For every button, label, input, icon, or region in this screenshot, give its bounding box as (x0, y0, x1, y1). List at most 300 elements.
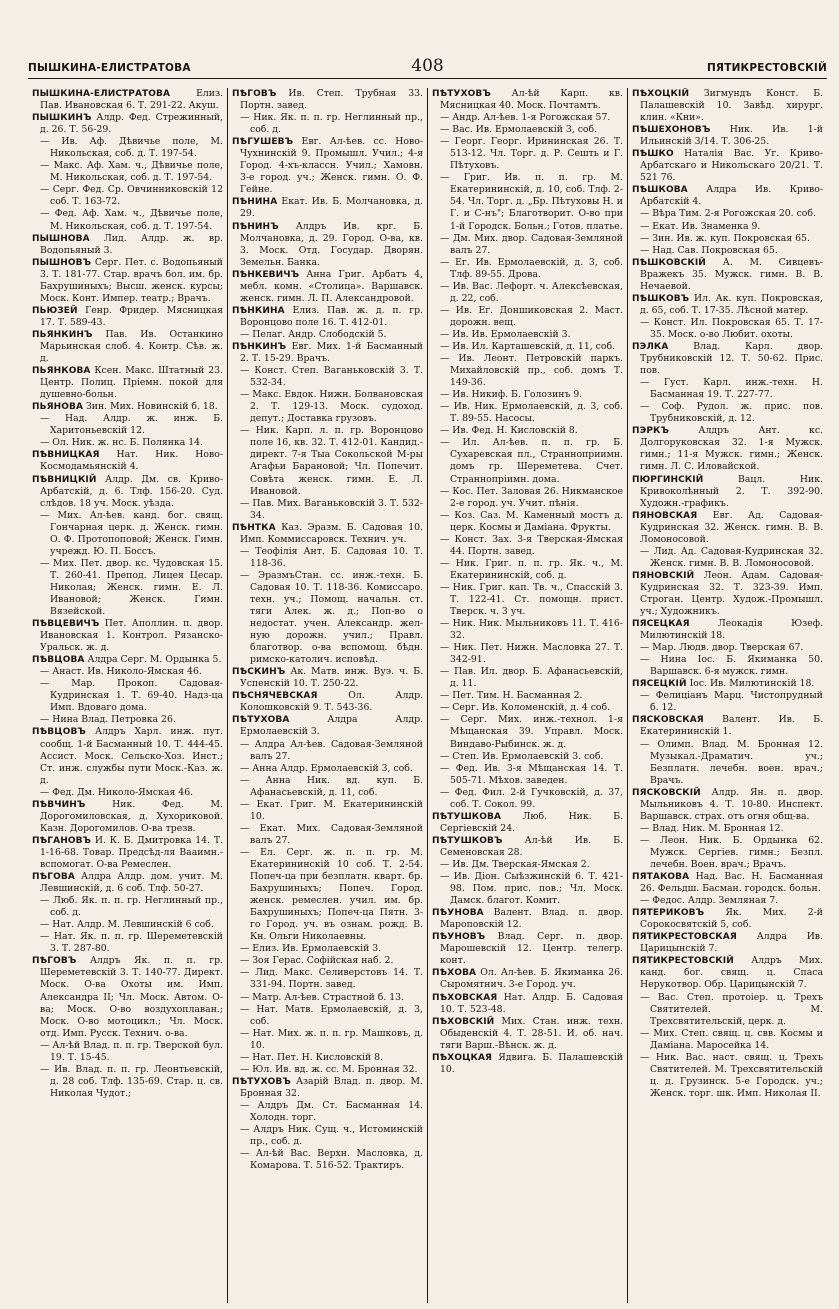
entry-details: Ник. Григ. п. п. гр. Як. ч., М. Екатерининскій, соб. д. (450, 557, 623, 581)
directory-entry (632, 678, 823, 690)
entry-details: Конст. Ил. Покровская 65. Т. 17-35. Моск. о-во Любит. охоты. (650, 316, 823, 340)
entry-details: Пет. Тим. Н. Басманная 2. (452, 690, 583, 702)
entry-details: Влад. Серг. п. двор. Марошевскій 12. Центр. телегр. конт. (440, 931, 623, 967)
directory-entry (232, 775, 423, 799)
directory-entry (232, 221, 423, 269)
directory-entry (632, 835, 823, 871)
entry-details: Нина Іос. Б. Якиманка 50. Варшавск. 6-я мужск. гимн. (650, 654, 823, 678)
entry-details: И. К. Б. Дмитровка 14. Т. 1-16-68. Товар. Предсѣд-ля Вааимн.-вспомогат. О-ва Ремеслен. (40, 834, 223, 870)
entry-details: Теофілія Ант. Б. Садовая 10. Т. 118-36. (250, 545, 423, 569)
directory-entry (632, 148, 823, 184)
directory-entry (32, 257, 223, 305)
entry-details: Лид. Алдр. ж. вр. Водопьяный 3. (40, 232, 223, 256)
directory-entry (432, 582, 623, 618)
entry-details: Алдра Ив. Криво-Арбатскій 4. (640, 184, 823, 208)
directory-entry (432, 751, 623, 763)
entry-details: Лид. Макс. Селиверстовъ 14. Т. 331-94. Портн. завед. (250, 967, 423, 991)
entry-surname: ПЬЯНОВА (32, 402, 84, 413)
entry-details: Люб. Ник. Б. Сергіевскій 24. (440, 810, 623, 834)
entry-surname: ПѢНИНА (232, 197, 278, 208)
directory-entry (32, 329, 223, 365)
entry-details: Макс. Евдок. Нижн. Болвановская 2. Т. 129-13. Моск. судоход. депут.; Доставка грузовъ. (250, 389, 423, 425)
entry-details: Евг. Ад. Садовая-Кудринская 32. Женск. гимн. В. В. Ломоносовой. (640, 509, 823, 545)
entry-details: Алдръ Дм. Ст. Басманная 14. Холодн. торг. (250, 1099, 423, 1123)
entry-details: Ник. Карп. л. п. гр. Воронцово поле 16, кв. 32. Т. 412-01. Кандид.-директ. 7-я Тыа Сокольской М-ры Агафьи Барановой; Чл. Попечит. Совѣта женск. гимн. Е. Л. Ивановой. (250, 425, 423, 497)
entry-surname: ПЯСКОВСКІЙ (632, 787, 701, 798)
entry-details: Елиз. Пав. Ивановская 6. Т. 291-22. Акуш. (40, 88, 223, 112)
directory-entry (32, 208, 223, 232)
entry-details: Генр. Фридер. Мясницкая 17. Т. 589-43. (40, 304, 223, 328)
entry-details: Вацл. Ник. Кривоколѣнный 2. Т. 392-90. Художн.-графикъ. (640, 473, 823, 509)
directory-entry (432, 510, 623, 534)
entry-details: Дм. Мих. двор. Садовая-Земляной валъ 27. (450, 232, 623, 256)
directory-entry (232, 341, 423, 365)
directory-entry (432, 486, 623, 510)
entry-details: Над. Вас. Н. Басманная 26. Фельдш. Басман. городск. больн. (640, 871, 823, 895)
columns (28, 88, 827, 1303)
directory-entry (32, 449, 223, 473)
directory-entry (432, 835, 623, 859)
entry-details: Алдр. Фед. Стрежинный, д. 26. Т. 56-29. (40, 112, 223, 136)
entry-details: Нат. Ник. Ново-Космодамьянскій 4. (40, 449, 223, 473)
entry-details: Алдра Алдр. дом. учит. М. Левшинскій, д. 6 соб. Тлф. 50-27. (40, 871, 223, 895)
directory-entry (432, 353, 623, 389)
entry-details: Макс. Аф. Хам. ч., Дѣвичье поле, М. Никольская, соб. д. Т. 197-54. (50, 160, 223, 184)
entry-details: Анна Ник. вд. куп. Б. Афанасьевскій, д. 11, соб. (250, 774, 423, 798)
entry-surname: ПѢВНИЦКАЯ (32, 450, 100, 461)
entry-details: Матр. Ал-ѣев. Страстной б. 13. (252, 991, 405, 1003)
directory-entry (432, 967, 623, 991)
entry-details: Фед. Фил. 2-й Гучковскій, д. 37, соб. Т. Сокол. 99. (450, 786, 623, 810)
entry-details: Каз. Эразм. Б. Садовая 10. Имп. Коммиссаровск. Технич. уч. (240, 521, 423, 545)
entry-surname: ПѢХОЦКІЙ (632, 89, 690, 99)
entry-details: Ив. Ег. Доншиковская 2. Маст. дорожн. вещ. (450, 304, 623, 328)
entry-details: Екат. Мих. Садовая-Земляной валъ 27. (250, 822, 423, 846)
directory-entry (232, 690, 423, 714)
directory-entry (632, 690, 823, 714)
directory-entry (432, 618, 623, 642)
entry-surname: ПѢХОВСКІЙ (432, 1016, 495, 1027)
entry-surname: ПѢНКИНА (232, 305, 285, 316)
entry-details: Федос. Алдр. Земляная 7. (652, 895, 779, 907)
entry-surname: ПѢГАНОВЪ (32, 835, 92, 846)
directory-entry (32, 654, 223, 666)
entry-details: Мих. Пет. двор. кс. Чудовская 15. Т. 260-41. Препод. Лицея Цесар. Николая; Женск. гимн. Е. Л. Ивановой; Женск. Гимн. Вязейской. (50, 557, 223, 618)
entry-surname: ПЯТАКОВА (632, 872, 690, 883)
entry-surname: ПѢНКИНЪ (232, 341, 287, 352)
entry-surname: ПѢХОВСКАЯ (432, 992, 498, 1003)
directory-entry (232, 136, 423, 196)
entry-details: Леон. Ник. Б. Ордынка 62. Мужск. Сергіев. гимн.; Безпл. лечебн. Воен. врач.; Врачъ. (650, 834, 823, 870)
entry-details: Алдръ Харл. инж. пут. сообщ. 1-й Басманный 10. Т. 444-45. Ассист. Моск. Сельско-Хоз. Инст.; Ст. инж. службы пути Моск.-Каз. ж. д. (40, 726, 223, 786)
entry-details: Екат. Ив. Знаменка 9. (652, 220, 761, 232)
entry-details: Алдра Ал-ѣев. Садовая-Земляной валъ 27. (250, 738, 423, 762)
directory-entry (432, 172, 623, 232)
entry-surname: ПЭЛКА (632, 341, 669, 352)
entry-details: Мих. Степ. свящ. ц. свв. Космы и Даміана. Маросейка 14. (650, 1027, 823, 1051)
entry-surname: ПЬЯНКИНЪ (32, 329, 93, 340)
entry-details: Ник. Ив. 1-й Ильинскій 3/14. Т. 306-25. (640, 124, 823, 148)
entry-details: Пав. Ил. двор. Б. Афанасьевскій, д. 11. (450, 666, 623, 690)
entry-details: Влад. Ник. М. Бронная 12. (652, 822, 784, 834)
entry-details: Анна Григ. Арбатъ 4, мебл. комн. «Столица». Варшавск. женск. гимн. Л. П. Александровой. (240, 268, 423, 304)
directory-entry (432, 1016, 623, 1052)
directory-entry (232, 1028, 423, 1052)
entry-surname: ПѢВНИЦКІЙ (32, 474, 97, 485)
column-2 (227, 88, 427, 1303)
entry-details: Пет. Аполлин. п. двор. Ивановская 1. Контрол. Рязанско-Уральск. ж. д. (40, 618, 223, 654)
entry-details: Ник. Вас. наст. свящ. ц. Трехъ Святителей. М. Трехсвятительскій ц. д. Грузинск. 5-е Городск. уч.; Женск. торг. шк. Имп. Николая II. (650, 1051, 823, 1099)
entry-details: Фед. Ив. 3-я Мѣщанская 14. Т. 505-71. Мѣхов. заведен. (450, 762, 623, 786)
directory-entry (432, 341, 623, 353)
directory-entry (232, 269, 423, 305)
header-left-guideword: ПЫШКИНА-ЕЛИСТРАТОВА (28, 62, 191, 74)
entry-details: Анаст. Ив. Николо-Ямская 46. (52, 666, 202, 678)
page-header (28, 56, 827, 82)
entry-surname: ПѢШКОВСКІЙ (632, 257, 706, 268)
entry-details: Серг. Пет. с. Водопьяный 3. Т. 181-77. Стар. врачъ бол. им. бр. Бахрушиныхъ; Высш. женск. курсы; Моск. Конт. Импер. театр.; Врачъ. (40, 256, 223, 304)
entry-details: Ив. Фед. Н. Кисловскій 8. (452, 425, 578, 437)
entry-details: Ядвига. Б. Палашевскій 10. (440, 1051, 623, 1075)
entry-details: Нат. Матв. Ермолаевскій, д. 3, соб. (250, 1003, 423, 1027)
directory-entry (632, 546, 823, 570)
directory-entry (232, 88, 423, 112)
directory-entry (32, 474, 223, 510)
directory-entry (232, 425, 423, 497)
entry-details: Алдра Алдр. Ермолаевскій 3. (240, 714, 423, 738)
directory-entry (632, 714, 823, 738)
entry-details: А. М. Сивцевъ-Вражекъ 35. Мужск. гимн. В. В. Нечаевой. (640, 256, 823, 292)
directory-entry (632, 341, 823, 377)
directory-entry (32, 510, 223, 558)
entry-surname: ПЯНОВСКАЯ (632, 510, 698, 521)
directory-entry (232, 714, 423, 738)
directory-entry (32, 112, 223, 136)
entry-details: Ив. Ник. Ермолаевскій, д. 3, соб. Т. 89-55. Насосы. (450, 401, 623, 425)
entry-details: Елиз. Ив. Ермолаевскій 3. (252, 943, 382, 955)
directory-entry (232, 522, 423, 546)
entry-details: Пав. Мих. Ваганьковскій 3. Т. 532-34. (250, 497, 423, 521)
entry-surname: ПЯСЕЦКІЙ (632, 679, 687, 690)
entry-details: Серг. Мих. инж.-технол. 1-я Мѣщанская 39. Управл. Моск. Виндаво-Рыбинск. ж. д. (450, 714, 623, 750)
entry-surname: ПЫШНОВА (32, 233, 90, 244)
entry-surname: ПЯТИКРЕСТОВСКІЙ (632, 956, 734, 967)
directory-entry (32, 618, 223, 654)
directory-entry (632, 618, 823, 642)
entry-details: Зин. Мих. Новинскій б. 18. (83, 401, 218, 413)
entry-details: Алдръ Як. п. п. гр. Шереметевскій 3. Т. 140-77. Директ. Моск. О-ва Охоты им. Имп. Александра II; Чл. Моск. Автом. О-ва; Моск. О-во воздухоплаван.; Моск. О-во мотоцикл.; Чл. Моск. отд. Имп. Русск. Технич. о-ва. (40, 955, 223, 1039)
entry-details: Ел. Серг. ж. п. п. гр. М. Екатерининскій 10 соб. Т. 2-54. Попеч-ца при безплатн. кварт. бр. Бахрушиныхъ; Попеч. Город. женск. ремеслен. учил. им. бр. Бахрушиныхъ; Попеч-ца Пятн. 3-го Город. уч. въ ознам. рожд. В. Кн. Ольги Николаевны. (250, 846, 423, 943)
entry-surname: ПѢШКОВЪ (632, 293, 690, 304)
directory-entry (432, 124, 623, 136)
directory-entry (32, 184, 223, 208)
directory-entry (632, 907, 823, 931)
directory-entry (432, 88, 623, 112)
directory-entry (32, 919, 223, 931)
directory-entry (232, 763, 423, 775)
directory-entry (632, 739, 823, 787)
entry-details: Юл. Ив. вд. ж. сс. М. Бронная 32. (252, 1063, 418, 1075)
entry-details: Евг. Ал-ѣев. сс. Ново-Чухнинскій 9. Промышл. Учил.; 4-я Город. 4-хъ-классн. Учил.; Хамовн. 3-е город. уч.; Женск. гимн. О. Ф. Гейне. (240, 136, 423, 196)
column-3 (427, 88, 627, 1303)
entry-surname: ПѢТУШКОВЪ (432, 835, 503, 846)
entry-details: Алдръ Ник. Сущ. ч., Истоминскій пр., соб. д. (250, 1124, 423, 1148)
entry-surname: ПѢСКИНЪ (232, 667, 286, 678)
directory-entry (32, 305, 223, 329)
entry-details: Алдръ Ант. кс. Долгоруковская 32. 1-я Мужск. гимн.; 11-я Мужск. гимн.; Женск. гимн. Л. С. Иловайской. (640, 425, 823, 473)
directory-entry (632, 377, 823, 401)
entry-details: Ил. Ак. куп. Покровская, д. 65, соб. Т. 17-35. Лѣсной матер. (640, 292, 823, 316)
directory-entry (232, 112, 423, 136)
entry-details: Ал-ѣй Влад. п. п. гр. Тверской бул. 19. Т. 15-45. (50, 1039, 223, 1063)
entry-details: ЭразмъСтан. сс. инж.-техн. Б. Садовая 10. Т. 118-36. Комиссаро. техн. уч.; Помощ. начальн. ст. тяги Алек. ж. д.; Поп-во о недостат. учен. Александр. жел-ную дорожн. учил.; Правл. благотвор. о-ва вспомощ. бѣдн. римско-католич. исповѣд. (250, 569, 423, 666)
directory-entry (432, 425, 623, 437)
entry-surname: ПЫШКИНЪ (32, 113, 92, 124)
directory-entry (232, 365, 423, 389)
directory-entry (432, 690, 623, 702)
directory-entry (232, 1076, 423, 1100)
directory-entry (32, 787, 223, 799)
entry-details: Ив. Никиф. Б. Голозинъ 9. (452, 389, 583, 401)
entry-details: Нат. Пет. Н. Кисловскій 8. (252, 1051, 383, 1063)
directory-entry (632, 871, 823, 895)
entry-details: Іос. Ив. Милютинскій 18. (686, 678, 815, 690)
directory-entry (432, 534, 623, 558)
entry-details: Фед. Аф. Хам. ч., Дѣвичье поле, М. Никольская, соб. д. Т. 197-54. (50, 208, 223, 232)
directory-entry (632, 1052, 823, 1100)
directory-entry (432, 763, 623, 787)
directory-entry (232, 992, 423, 1004)
directory-entry (632, 317, 823, 341)
entry-surname: ПѢГОВЪ (232, 89, 277, 99)
entry-details: Леокадія Юзеф. Милютинскій 18. (640, 618, 823, 642)
entry-surname: ПЫШНОВЪ (32, 257, 92, 268)
entry-details: Ал-ѣй Вас. Верхн. Масловка, д. Комарова. Т. 516-52. Трактиръ. (250, 1148, 423, 1172)
entry-details: Ник. Ник. Мыльниковъ 11. Т. 416-32. (450, 618, 623, 642)
entry-surname: ПѢШЕХОНОВЪ (632, 125, 711, 136)
entry-details: Азарій Влад. п. двор. М. Бронная 32. (240, 1075, 423, 1099)
entry-details: Люб. Як. п. п. гр. Неглинный пр., соб. д. (50, 895, 223, 919)
directory-entry (432, 1052, 623, 1076)
directory-entry (432, 389, 623, 401)
directory-entry (632, 124, 823, 148)
directory-entry (232, 329, 423, 341)
entry-surname: ПЯНОВСКІЙ (632, 570, 695, 581)
entry-surname: ПѢВЦОВЪ (32, 727, 86, 738)
entry-surname: ПѢТУХОВЪ (432, 89, 491, 99)
directory-entry (632, 474, 823, 510)
entry-details: Ив. Вас. Лефорт. ч. Алексѣевская, д. 22, соб. (450, 280, 623, 304)
directory-entry (432, 907, 623, 931)
directory-entry (632, 401, 823, 425)
directory-entry (632, 787, 823, 823)
entry-details: Ив. Дм. Тверская-Ямская 2. (452, 859, 590, 870)
directory-entry (632, 184, 823, 208)
directory-entry (32, 955, 223, 1039)
directory-entry (632, 510, 823, 546)
entry-details: Анна Алдр. Ермолаевскій 3, соб. (252, 762, 413, 774)
directory-entry (32, 895, 223, 919)
entry-details: Ал-ѣй Карп. кв. Мясницкая 40. Моск. Почтамтъ. (440, 88, 623, 112)
column-1 (28, 88, 227, 1303)
entry-surname: ПЫШКИНА-ЕЛИСТРАТОВА (32, 89, 171, 99)
entry-details: Ак. Матв. инж. Вуэ. ч. Б. Успенскій 10. Т. 250-22. (240, 666, 423, 690)
directory-entry (632, 208, 823, 220)
directory-entry (432, 931, 623, 967)
entry-details: Конст. Зах. 3-я Тверская-Ямская 44. Портн. завед. (450, 533, 623, 557)
directory-entry (232, 666, 423, 690)
entry-surname: ПЯТЕРИКОВЪ (632, 908, 705, 919)
directory-entry (432, 136, 623, 172)
directory-entry (32, 136, 223, 160)
directory-entry (632, 233, 823, 245)
entry-details: Зоя Герас. Софійская наб. 2. (252, 955, 394, 967)
entry-details: Ол. Ник. ж. нс. Б. Полянка 14. (52, 437, 204, 449)
directory-entry (632, 823, 823, 835)
directory-entry (32, 401, 223, 413)
directory-entry (232, 955, 423, 967)
entry-details: Пав. Ив. Останкино Марьинская слоб. 4. Контр. Сѣв. ж. д. (40, 328, 223, 365)
directory-entry (32, 799, 223, 835)
page-number: 408 (411, 56, 444, 76)
directory-entry (432, 329, 623, 341)
directory-entry (232, 967, 423, 991)
directory-entry (32, 160, 223, 184)
entry-details: Алдръ Ив. крг. Б. Молчановка, д. 29. Город. О-ва, кв. 3. Моск. Отд. Государ. Дворян. Земельн. Банка. (240, 220, 423, 268)
directory-entry (232, 196, 423, 220)
entry-surname: ПѢТУХОВА (232, 715, 290, 726)
entry-details: Алдръ Мих. канд. бог. свящ. ц. Спаса Нерукотвор. Обр. Царицынскій 7. (640, 955, 823, 991)
directory-entry (432, 787, 623, 811)
entry-surname: ПѢГОВЪ (32, 956, 77, 967)
entry-details: Наталія Вас. Уг. Криво-Арбатскаго и Никольскаго 20/21. Т. 521 76. (640, 148, 823, 184)
directory-entry (432, 558, 623, 582)
entry-details: Ник. Григ. кап. Тв. ч., Спасскій 3. Т. 122-41. Ст. помощн. прист. Тверск. ч. 3 уч. (450, 581, 623, 618)
entry-details: Алдра Серг. М. Ордынка 5. (84, 654, 222, 666)
entry-surname: ПѢХОВА (432, 968, 477, 979)
directory-entry (632, 992, 823, 1028)
directory-entry (432, 233, 623, 257)
entry-details: Ив. Аф. Дѣвичье поле, М. Никольская, соб. д. Т. 197-54. (50, 136, 223, 160)
entry-surname: ПѢШКО (632, 149, 674, 160)
entry-details: Фед. Дм. Николо-Ямская 46. (52, 786, 194, 798)
entry-surname: ПѢУНОВЪ (432, 932, 486, 943)
entry-surname: ПЮРГИНСКІЙ (632, 474, 704, 485)
entry-details: Зигмундъ Конст. Б. Палашевскій 10. Завѣд. хирург. клин. «Кни». (640, 88, 823, 124)
entry-surname: ПѢСНЯЧЕВСКАЯ (232, 691, 318, 702)
directory-entry (32, 1064, 223, 1100)
directory-entry (432, 702, 623, 714)
entry-details: Пелаг. Андр. Слободскій 5. (252, 328, 387, 340)
entry-surname: ПѢШКОВА (632, 185, 688, 196)
entry-details: Конст. Степ. Ваганьковскій 3. Т. 532-34. (250, 365, 423, 389)
directory-entry (232, 799, 423, 823)
directory-entry (232, 847, 423, 943)
directory-entry (232, 739, 423, 763)
entry-details: Алдр. Дм. св. Криво-Арбатскій, д. 6. Тлф. 156-20. Суд. слѣдов. 18 уч. Моск. уѣзда. (40, 473, 223, 509)
directory-entry (32, 726, 223, 786)
entry-surname: ПѢНКЕВИЧЪ (232, 269, 300, 280)
entry-details: Елиз. Пав. ж. д. п. гр. Воронцово поле 16. Т. 412-01. (240, 304, 423, 328)
directory-entry (432, 811, 623, 835)
directory-entry (432, 401, 623, 425)
entry-details: Евг. Мих. 1-й Басманный 2. Т. 15-29. Врачъ. (240, 340, 423, 365)
entry-details: Валент. Ив. Б. Екатерининскій 1. (640, 714, 823, 738)
directory-entry (32, 678, 223, 714)
entry-surname: ПЬЯНКОВА (32, 366, 91, 377)
entry-details: Екат. Ив. Б. Молчановка, д. 29. (240, 196, 423, 220)
entry-details: Ол. Ал-ѣев. Б. Якиманка 26. Сыромятнич. 3-е Город. уч. (440, 967, 623, 991)
entry-details: Серг. Фед. Ср. Овчинниковскій 12 соб. Т. 163-72. (50, 184, 223, 208)
directory-entry (32, 413, 223, 437)
entry-details: Густ. Карл. инж.-техн. Н. Басманная 19. Т. 227-77. (650, 377, 823, 401)
entry-details: Степ. Ив. Ермолаевскій 3. соб. (452, 750, 604, 762)
entry-details: Вас. Степ. протоіер. ц. Трехъ Святителей. М. Трехсвятительскій, церк. д. (650, 991, 823, 1027)
entry-details: Кос. Пет. Заловая 26. Никманское 2-е город. уч. Учит. пѣнія. (450, 485, 623, 509)
header-right-guideword: ПЯТИКРЕСТОВСКІЙ (706, 62, 827, 74)
entry-surname: ПЬЮЗЕЙ (32, 305, 78, 316)
entry-details: Коз. Саз. М. Каменный мостъ д. церк. Космы и Даміана. Фрукты. (450, 509, 623, 533)
directory-entry (432, 859, 623, 871)
directory-entry (432, 871, 623, 907)
directory-entry (32, 931, 223, 955)
directory-entry (232, 305, 423, 329)
directory-entry (32, 835, 223, 871)
directory-entry (632, 1028, 823, 1052)
entry-details: Ник. Як. п. п. гр. Неглинный пр., соб. д. (250, 112, 423, 136)
entry-details: Ив. Ив. Ермолаевскій 3. (452, 328, 571, 340)
directory-entry (432, 437, 623, 485)
entry-details: Мих. Стан. инж. техн. Обыденскій 4. Т. 28-51. И. об. нач. тяги Варш.-Вѣнск. ж. д. (440, 1015, 623, 1051)
entry-details: Вас. Ив. Ермолаевскій 3, соб. (452, 124, 598, 136)
entry-details: Ив. Ил. Карташевскій, д. 11, соб. (452, 340, 616, 352)
entry-details: Ив. Леонт. Петровскій паркъ. Михайловскій пр., соб. домъ Т. 149-36. (450, 353, 623, 389)
entry-details: Ив. Влад. п. п. гр. Леонтьевскій, д. 28 соб. Тлф. 135-69. Стар. ц. св. Николая Чудот.; (50, 1063, 223, 1099)
entry-surname: ПѢГУШЕВЪ (232, 137, 294, 148)
entry-details: Алдра Ив. Царицынскій 7. (640, 931, 823, 955)
directory-entry (232, 546, 423, 570)
entry-surname: ПѢТУХОВЪ (232, 1076, 291, 1087)
entry-details: Вѣра Тим. 2-я Рогожская 20. соб. (652, 208, 816, 220)
directory-entry (232, 1052, 423, 1064)
entry-details: Ег. Ив. Ермолаевскій, д. 3, соб. Тлф. 89-55. Дрова. (450, 256, 623, 280)
directory-entry (232, 1124, 423, 1148)
directory-entry (632, 654, 823, 678)
entry-details: Екат. Григ. М. Екатерининскій 10. (250, 798, 423, 822)
directory-entry (632, 88, 823, 124)
directory-entry (232, 1004, 423, 1028)
directory-entry (432, 992, 623, 1016)
directory-entry (632, 570, 823, 618)
entry-details: Над. Сав. Покровская 65. (652, 244, 778, 256)
entry-details: Георг. Георг. Ирининская 26. Т. 513-12. Чл. Торг. д. Р. Сешть и Г. Пѣтуховъ. (450, 136, 623, 172)
entry-details: Григ. Ив. п. п. гр. М. Екатерининскій, д. 10, соб. Тлф. 2-54. Чл. Торг. д. „Бр. Пѣтуховы Н. и Г. и С-нъ"; Благотворит. О-во при 1-й Городск. Больн.; Готов. платье. (450, 172, 623, 232)
entry-details: Ксен. Макс. Штатный 23. Центр. Полиц. Пріемн. покой для душевно-больн. (40, 365, 223, 401)
entry-surname: ПѢХОЦКАЯ (432, 1052, 493, 1063)
directory-entry (232, 498, 423, 522)
entry-details: Алдр. Ян. п. двор. Мыльниковъ 4. Т. 10-80. Инспект. Варшавск. страх. отъ огня общ-ва. (640, 786, 823, 822)
entry-details: Нат. Як. п. п. гр. Шереметевскій 3. Т. 287-80. (50, 931, 223, 955)
entry-details: Ив. Степ. Трубная 33. Портн. завед. (240, 88, 423, 112)
directory-entry (432, 112, 623, 124)
entry-surname: ПѢВЦОВА (32, 655, 85, 666)
directory-entry (632, 931, 823, 955)
directory-entry (232, 943, 423, 955)
directory-entry (232, 1148, 423, 1172)
directory-entry (232, 823, 423, 847)
directory-entry (32, 233, 223, 257)
directory-entry (32, 666, 223, 678)
